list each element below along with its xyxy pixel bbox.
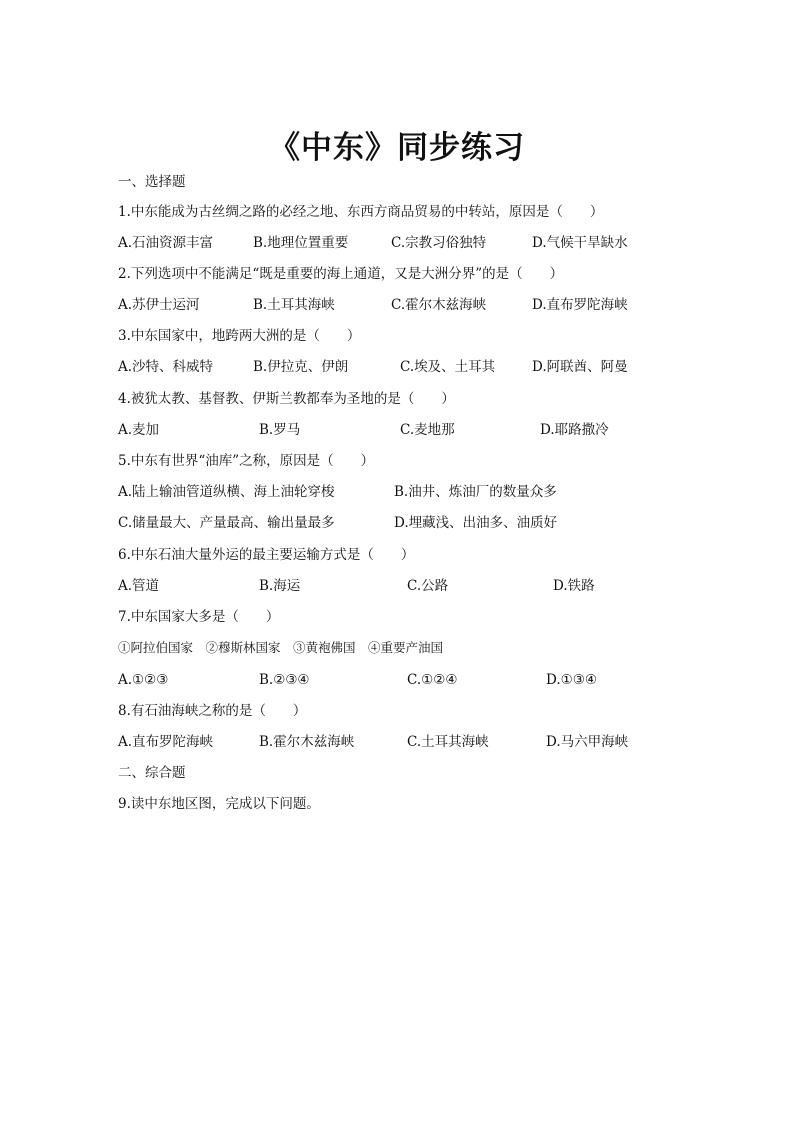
question-7-option-b: B.②③④ — [259, 672, 310, 688]
question-5-stem: 5.中东有世界“油库”之称，原因是（ ） — [118, 453, 375, 469]
question-1-option-b: B.地理位置重要 — [253, 235, 349, 251]
question-3-stem: 3.中东国家中，地跨两大洲的是（ ） — [118, 328, 361, 344]
question-6-option-c: C.公路 — [407, 578, 449, 594]
question-6-option-a: A.管道 — [118, 578, 160, 594]
question-2-stem: 2.下列选项中不能满足“既是重要的海上通道，又是大洲分界”的是（ ） — [118, 266, 564, 282]
question-7-option-d: D.①③④ — [546, 672, 597, 688]
question-8-option-a: A.直布罗陀海峡 — [118, 734, 214, 750]
section-heading-choice: 一、选择题 — [118, 174, 186, 190]
question-4-option-c: C.麦地那 — [400, 422, 455, 438]
question-8-option-d: D.马六甲海峡 — [546, 734, 629, 750]
question-8-stem: 8.有石油海峡之称的是（ ） — [118, 703, 307, 719]
question-3-option-d: D.阿联酋、阿曼 — [532, 359, 628, 375]
question-7-option-c: C.①②④ — [407, 672, 458, 688]
question-4-option-b: B.罗马 — [259, 422, 301, 438]
question-4-option-a: A.麦加 — [118, 422, 160, 438]
question-9-stem: 9.读中东地区图，完成以下问题。 — [118, 796, 320, 812]
question-2-option-b: B.土耳其海峡 — [253, 297, 335, 313]
question-4-stem: 4.被犹太教、基督教、伊斯兰教都奉为圣地的是（ ） — [118, 391, 455, 407]
question-5-option-c: C.储量最大、产量最高、输出量最多 — [118, 515, 335, 531]
question-1-option-a: A.石油资源丰富 — [118, 235, 214, 251]
question-4-option-d: D.耶路撒冷 — [540, 422, 609, 438]
question-5-option-b: B.油井、炼油厂的数量众多 — [394, 484, 557, 500]
question-7-stem: 7.中东国家大多是（ ） — [118, 609, 280, 625]
question-3-option-b: B.伊拉克、伊朗 — [253, 359, 349, 375]
question-1-option-c: C.宗教习俗独特 — [391, 235, 487, 251]
question-2-option-a: A.苏伊士运河 — [118, 297, 200, 313]
question-6-stem: 6.中东石油大量外运的最主要运输方式是（ ） — [118, 547, 415, 563]
question-5-option-d: D.埋藏浅、出油多、油质好 — [394, 515, 558, 531]
question-6-option-b: B.海运 — [259, 578, 301, 594]
section-heading-comprehensive: 二、综合题 — [118, 765, 186, 781]
question-3-option-c: C.埃及、土耳其 — [400, 359, 496, 375]
question-2-option-c: C.霍尔木兹海峡 — [391, 297, 487, 313]
question-5-option-a: A.陆上输油管道纵横、海上油轮穿梭 — [118, 484, 335, 500]
question-6-option-d: D.铁路 — [553, 578, 595, 594]
question-3-option-a: A.沙特、科威特 — [118, 359, 214, 375]
question-7-option-a: A.①②③ — [118, 672, 169, 688]
question-8-option-c: C.土耳其海峡 — [407, 734, 489, 750]
question-7-statements: ①阿拉伯国家 ②穆斯林国家 ③黄袍佛国 ④重要产油国 — [118, 640, 444, 655]
page-title: 《中东》同步练习 — [269, 130, 525, 166]
question-2-option-d: D.直布罗陀海峡 — [532, 297, 628, 313]
question-8-option-b: B.霍尔木兹海峡 — [259, 734, 355, 750]
question-1-stem: 1.中东能成为古丝绸之路的必经之地、东西方商品贸易的中转站，原因是（ ） — [118, 204, 604, 220]
question-1-option-d: D.气候干旱缺水 — [532, 235, 628, 251]
